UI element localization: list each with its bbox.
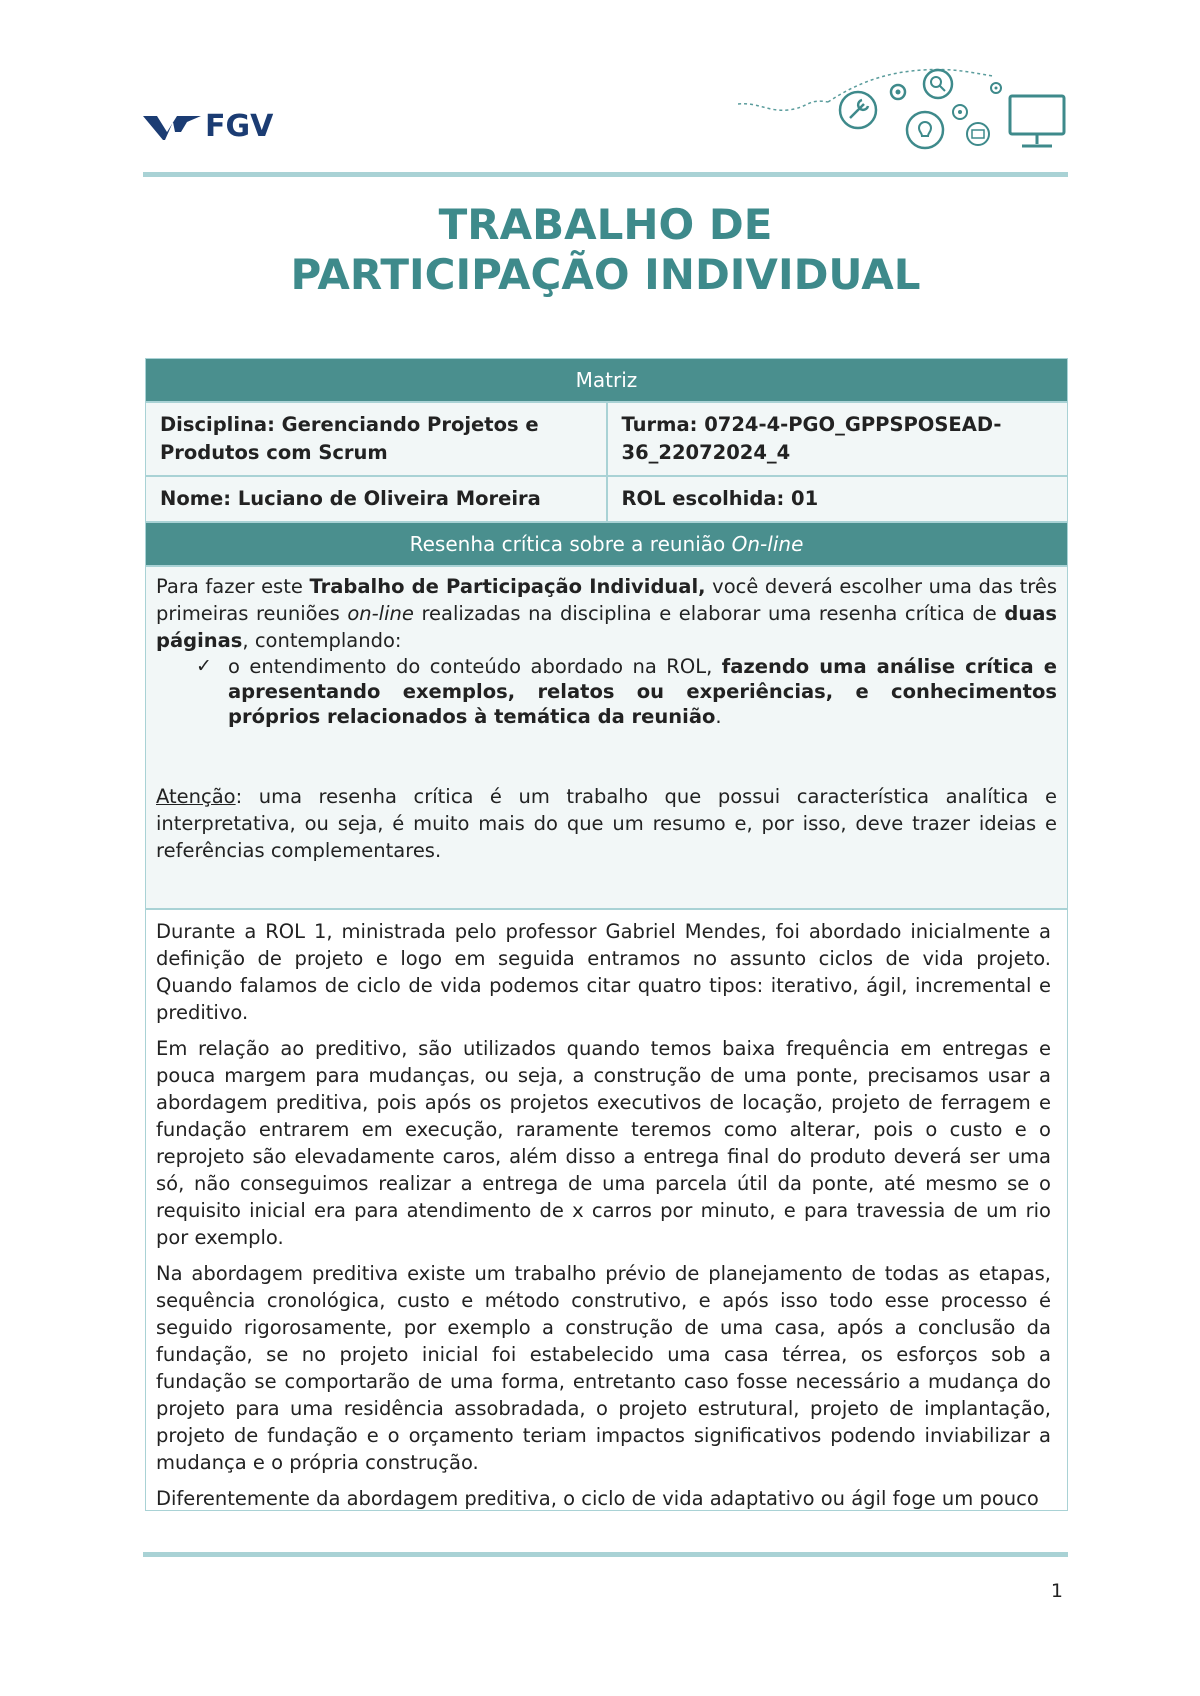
lightbulb-icon bbox=[907, 112, 943, 148]
fgv-logo bbox=[143, 110, 293, 144]
list-item bbox=[196, 654, 1057, 729]
body-paragraph-1: Durante a ROL 1, ministrada pelo professor Gabriel Mendes, foi abordado inicialmente a definição de projeto e logo em seguida entramos no assunto ciclos de vida projeto. Quando falamos de ciclo de vida podemos citar quatro tipos: iterativo, ágil, incremental e preditivo. bbox=[156, 920, 1051, 1024]
attention-label: Atenção bbox=[156, 785, 236, 808]
header-divider bbox=[143, 172, 1068, 177]
instr-text: você deverá escolher uma das três primeiras reuniões bbox=[156, 575, 1057, 625]
checkmark-icon: ✓ bbox=[196, 655, 212, 677]
resenha-online-label: On-line bbox=[731, 532, 804, 556]
title-line-2: PARTICIPAÇÃO INDIVIDUAL bbox=[290, 250, 921, 299]
instr-italic: on-line bbox=[347, 602, 414, 625]
tech-illustration bbox=[738, 62, 1068, 158]
bullet-text-end: . bbox=[715, 705, 722, 728]
email-icon bbox=[967, 123, 989, 145]
disciplina-cell: Disciplina: Gerenciando Projetos e Produtos com Scrum bbox=[160, 413, 539, 464]
body-paragraph-2: Em relação ao preditivo, são utilizados quando temos baixa frequência em entregas e pouca margem para mudanças, ou seja, a construção de uma ponte, precisamos usar a abordagem preditiva, pois após os projetos executivos de locação, projeto de ferragem e fundação entrarem em execução, raramente teremos como alterar, pois o custo e o reprojeto são elevadamente caros, além disso a entrega final do produto deverá ser uma só, não conseguimos realizar a entrega de uma parcela útil da ponte, até mesmo se o requisito inicial era para atendimento de x carros por minuto, e para travessia de um rio por exemplo. bbox=[156, 1037, 1051, 1249]
resenha-header bbox=[146, 523, 1067, 567]
instructions-paragraph bbox=[156, 573, 1057, 654]
instr-bold-title: Trabalho de Participação Individual, bbox=[309, 575, 706, 598]
instr-text: realizadas na disciplina e elaborar uma resenha crítica de bbox=[413, 602, 1005, 625]
resenha-label: Resenha crítica sobre a reunião bbox=[409, 532, 732, 556]
instructions-list bbox=[156, 654, 1057, 729]
instructions-cell bbox=[146, 567, 1067, 910]
matrix-table bbox=[145, 358, 1068, 1511]
network-icon bbox=[991, 83, 1001, 93]
instr-text: , contemplando: bbox=[242, 629, 402, 652]
turma-cell: Turma: 0724-4-PGO_GPPSPOSEAD-36_22072024_4 bbox=[606, 403, 1068, 475]
page-title bbox=[143, 200, 1068, 300]
fgv-chevron-icon bbox=[143, 110, 203, 144]
student-row bbox=[146, 477, 1067, 523]
page-number: 1 bbox=[1050, 1580, 1063, 1602]
bullet-bold-text: fazendo uma análise crítica e apresentando exemplos, relatos ou experiências, e conhecimentos próprios relacionados à temática da reunião bbox=[228, 655, 1057, 728]
footer-divider bbox=[143, 1552, 1068, 1557]
body-paragraph-4: Diferentemente da abordagem preditiva, o ciclo de vida adaptativo ou ágil foge um pouco bbox=[156, 1487, 1039, 1510]
instr-bold-pages: duas páginas bbox=[156, 602, 1057, 652]
wrench-icon bbox=[840, 92, 876, 128]
search-icon bbox=[924, 70, 952, 98]
target-icon bbox=[953, 105, 967, 119]
attention-paragraph bbox=[156, 783, 1057, 864]
review-body bbox=[146, 910, 1067, 1510]
body-paragraph-3: Na abordagem preditiva existe um trabalho prévio de planejamento de todas as etapas, sequência cronológica, custo e método construtivo, e após isso todo esse processo é seguido rigorosamente, por exemplo a construção de uma casa, após a conclusão da fundação, se no projeto inicial foi estabelecido uma casa térrea, os esforços sob a fundação se comportarão de uma forma, entretanto caso fosse necessário a mudança do projeto para uma residência assobradada, o projeto estrutural, projeto de implantação, projeto de fundação e o orçamento teriam impactos significativos podendo inviabilizar a mudança e o própria construção. bbox=[156, 1262, 1051, 1474]
instr-text: Para fazer este bbox=[156, 575, 310, 598]
nome-cell: Nome: Luciano de Oliveira Moreira bbox=[160, 487, 541, 510]
settings-icon bbox=[891, 85, 905, 99]
attention-text: : uma resenha crítica é um trabalho que possui característica analítica e interpretativa, ou seja, é muito mais do que um resumo e, por isso, deve trazer ideias e referências complementares. bbox=[156, 785, 1057, 862]
course-row bbox=[146, 403, 1067, 477]
page-header bbox=[143, 62, 1068, 174]
matrix-header: Matriz bbox=[146, 359, 1067, 403]
rol-cell: ROL escolhida: 01 bbox=[606, 477, 1068, 521]
title-line-1: TRABALHO DE bbox=[438, 200, 773, 249]
logo-text: FGV bbox=[205, 109, 274, 144]
bullet-text: o entendimento do conteúdo abordado na ROL, bbox=[228, 655, 722, 678]
monitor-icon bbox=[1010, 96, 1064, 146]
